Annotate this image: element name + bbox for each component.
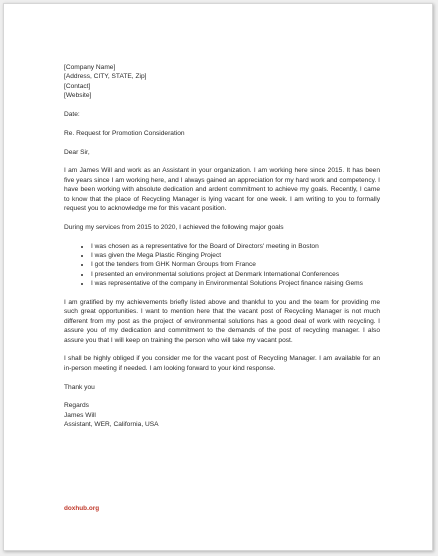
letter-body xyxy=(64,63,380,430)
letter-page xyxy=(3,3,433,551)
goal-item: • I was representative of the company in Environmental Solutions Project finance raising Gems xyxy=(91,279,380,288)
goal-item: • I was given the Mega Plastic Ringing Project xyxy=(91,251,380,260)
gratitude-paragraph: I am gratified by my achievements briefly listed above and thankful to you and the team for providing me such great opportunities. I want to mention here that the vacant post of Recycling Manager is not much different from my post as the project of environmental solutions has a good deal of work with recycling. I assure you of my dedication and commitment to the demands of the post of recycling manager. I also assure you that I will keep on training the person who will take my vacant post. xyxy=(64,299,380,344)
subject-line: Re. Request for Promotion Consideration xyxy=(64,129,185,137)
goal-item: • I presented an environmental solutions project at Denmark International Conferences xyxy=(91,270,380,279)
signer-name: James Will xyxy=(64,411,96,419)
thanks-line: Thank you xyxy=(64,383,95,391)
recipient-address xyxy=(64,63,380,101)
goals-list xyxy=(64,242,380,289)
date-line: Date: xyxy=(64,111,80,119)
salutation: Dear Sir, xyxy=(64,148,90,156)
address-line-street: [Address, CITY, STATE, Zip] xyxy=(64,73,147,81)
goals-intro: During my services from 2015 to 2020, I achieved the following major goals xyxy=(64,223,284,231)
address-line-contact: [Contact] xyxy=(64,82,91,90)
address-line-website: [Website] xyxy=(64,92,92,100)
signer-title: Assistant, WER, California, USA xyxy=(64,421,159,429)
intro-paragraph: I am James Will and work as an Assistant in your organization. I am working here since 2015. It has been five years since I am working here, and I always gained an appreciation for my hard work and competency. I have been working with absolute dedication and ardent commitment to achieve my goals. Recently, I came to know that the place of Recycling Manager is lying vacant for one week. I am writing to you to formally request you to acknowledge me for this vacant position. xyxy=(64,167,380,213)
address-line-company: [Company Name] xyxy=(64,64,116,71)
goal-item: • I was chosen as a representative for the Board of Directors' meeting in Boston xyxy=(91,242,380,251)
closing-line: Regards xyxy=(64,402,89,410)
goal-item: • I got the tenders from GHK Norman Groups from France xyxy=(91,260,380,269)
request-paragraph: I shall be highly obliged if you consider me for the vacant post of Recycling Manager. I am available for an in-person meeting if needed. I am looking forward to your kind response. xyxy=(64,355,380,372)
site-watermark[interactable]: doxhub.org xyxy=(64,505,100,512)
